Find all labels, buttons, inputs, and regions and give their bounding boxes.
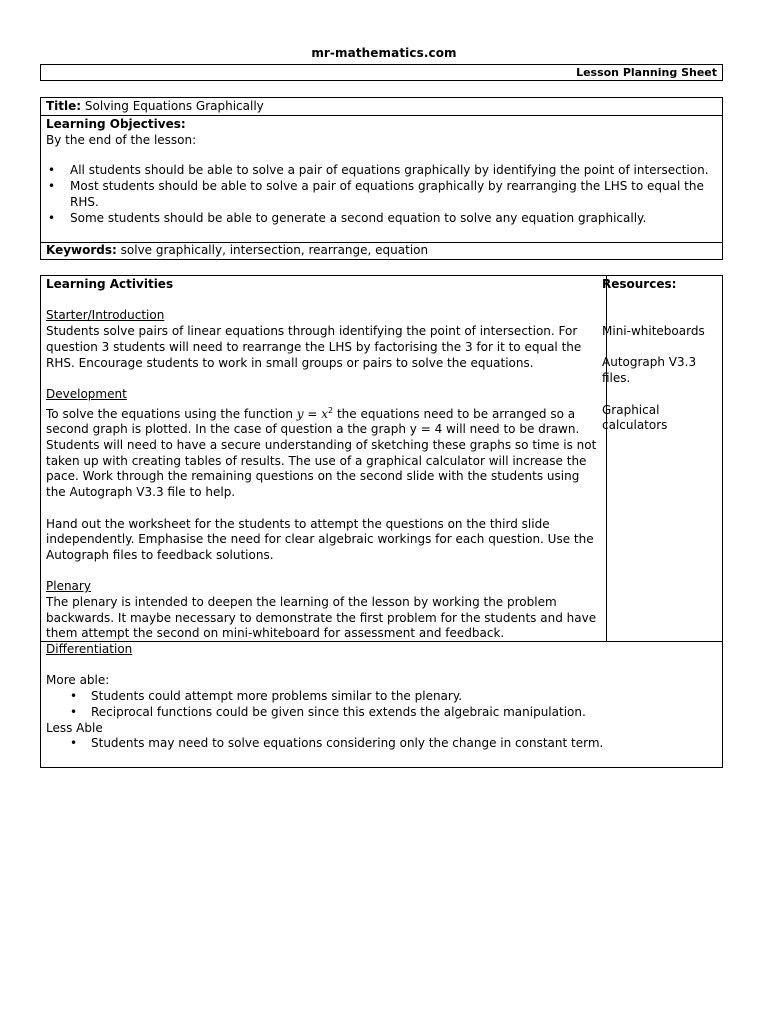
objective-item: • Most students should be able to solve a pair of equations graphically by rearranging the LHS to equal the RHS. <box>46 179 717 210</box>
function-exponent: 2 <box>328 405 334 415</box>
starter-heading: Starter/Introduction <box>46 308 165 323</box>
resource-item: Mini-whiteboards <box>602 324 705 339</box>
development-heading: Development <box>46 386 127 401</box>
title-value: Solving Equations Graphically <box>84 99 264 113</box>
site-name: mr-mathematics.com <box>311 46 457 60</box>
plenary-heading: Plenary <box>46 579 91 594</box>
header-label: Lesson Planning Sheet <box>576 66 717 79</box>
plenary-text: The plenary is intended to deepen the learning of the lesson by working the problem backwards. It maybe necessary to demonstrate the first problem for the students and have them attempt the second on mini-whiteboard for assessment and feedback. <box>46 595 597 641</box>
resource-item: Graphical calculators <box>602 402 668 433</box>
objectives-intro: By the end of the lesson: <box>46 132 197 147</box>
activities-heading: Learning Activities <box>46 277 174 291</box>
function-x: x <box>321 406 329 421</box>
more-able-list <box>46 689 717 720</box>
development-text-c: Hand out the worksheet for the students to attempt the questions on the third slide independently. Emphasise the need for clear algebraic workings for each question. Use the Autograph files to feedback solutions. <box>46 516 594 562</box>
lesson-planning-header <box>40 64 723 81</box>
learning-activities <box>41 276 607 641</box>
objective-item: • Some students should be able to generate a second equation to solve any equation graphically. <box>46 211 717 227</box>
development-text <box>46 403 601 501</box>
lesson-info-box <box>40 97 723 260</box>
resource-item: Autograph V3.3 files. <box>602 355 697 386</box>
objectives-heading: Learning Objectives: <box>46 117 186 131</box>
more-able-item: • Students could attempt more problems similar to the plenary. <box>46 689 717 705</box>
more-able-item: • Reciprocal functions could be given since this extends the algebraic manipulation. <box>46 705 717 721</box>
keywords-row <box>41 243 722 259</box>
function-equals: = <box>303 406 322 421</box>
development-text-b: the equations need to be arranged so a second graph is plotted. In the case of question a the graph y = 4 will need to be drawn. Students will need to have a secure understanding of sketching these graphs so time is not taken up with creating tables of results. The use of a graphical calculator will increase the pace. Work through the remaining questions on the second slide with the students using the Autograph V3.3 file to help. <box>46 406 597 500</box>
starter-text: Students solve pairs of linear equations through identifying the point of intersection. For question 3 students will need to rearrange the LHS by factorising the 3 for it to equal the RHS. Encourage students to work in small groups or pairs to solve the equations. <box>46 324 582 370</box>
more-able-label: More able: <box>46 673 110 688</box>
less-able-list <box>46 736 717 752</box>
resources-heading: Resources: <box>602 277 677 291</box>
less-able-item: • Students may need to solve equations considering only the change in constant term. <box>46 736 717 752</box>
differentiation-heading: Differentiation <box>46 642 133 656</box>
keywords-value: solve graphically, intersection, rearrange, equation <box>120 243 429 257</box>
objective-item: • All students should be able to solve a pair of equations graphically by identifying the point of intersection. <box>46 163 717 179</box>
learning-objectives <box>41 116 722 243</box>
less-able-label: Less Able <box>46 720 103 735</box>
resources <box>597 276 722 641</box>
objectives-list <box>46 163 717 226</box>
function-y: y <box>296 406 304 421</box>
differentiation <box>41 641 722 762</box>
title-label: Title: <box>46 99 82 113</box>
keywords-label: Keywords: <box>46 243 117 257</box>
title-row <box>41 98 722 116</box>
development-text-a: To solve the equations using the function <box>46 406 293 421</box>
activities-box <box>40 275 723 768</box>
